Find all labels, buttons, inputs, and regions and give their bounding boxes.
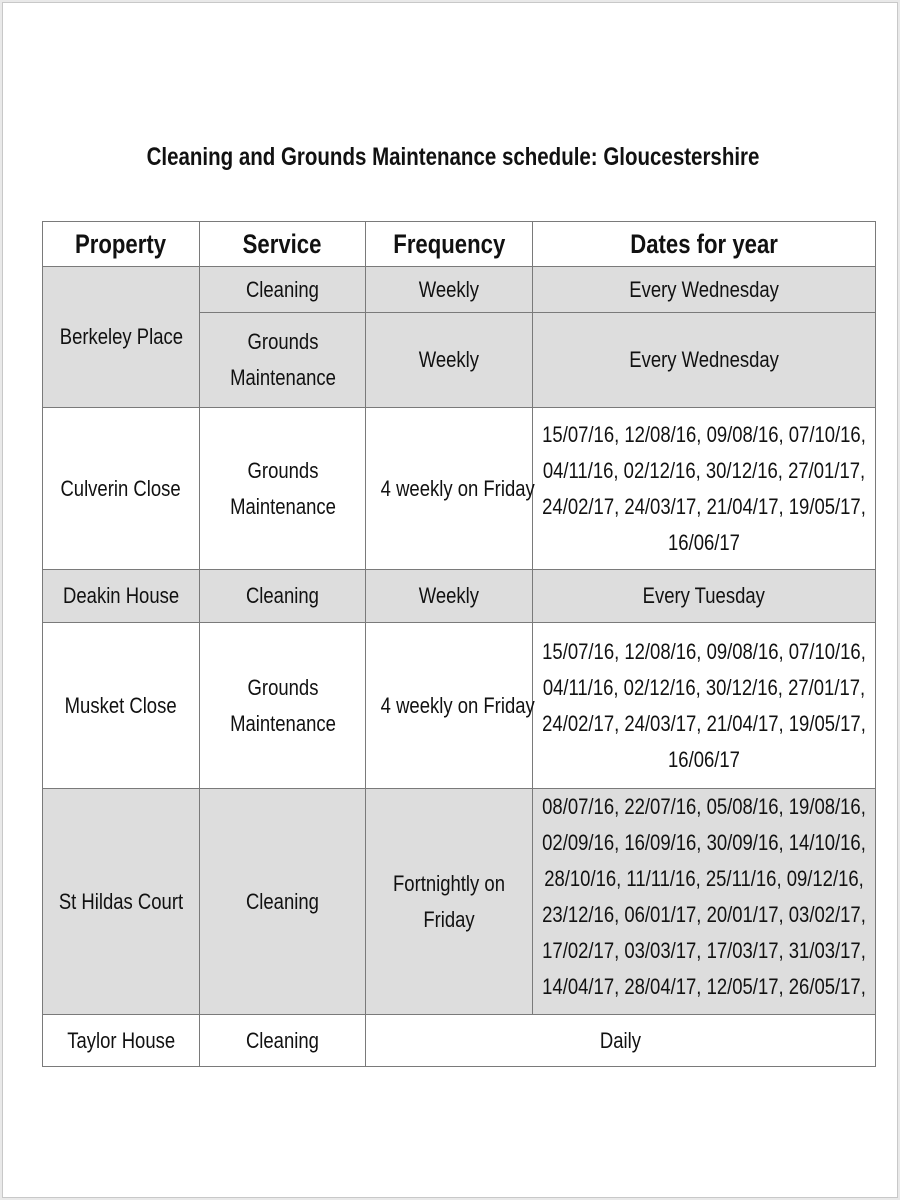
cell-dates: 08/07/16, 22/07/16, 05/08/16, 19/08/16, 02/09/16, 16/09/16, 30/09/16, 14/10/16, 28/10/16, 11/11/16, 25/11/16, 09/12/16, 23/12/16, 06/01/17, 20/01/17, 03/02/17, 17/02/17, 03/03/17, 17/03/17, 31/03/17, 14/04/17, 28/04/17, 12/05/17, 26/05/17, bbox=[533, 789, 876, 1015]
cell-frequency: Weekly bbox=[366, 313, 533, 408]
table-row bbox=[43, 789, 876, 1015]
cell-property: Deakin House bbox=[43, 570, 200, 623]
cell-property: Culverin Close bbox=[43, 408, 200, 570]
cell-frequency: 4 weekly on Friday bbox=[366, 408, 533, 570]
cell-service: Grounds Maintenance bbox=[200, 623, 366, 789]
cell-frequency: Weekly bbox=[366, 570, 533, 623]
cell-dates: 15/07/16, 12/08/16, 09/08/16, 07/10/16, 04/11/16, 02/12/16, 30/12/16, 27/01/17, 24/02/17, 24/03/17, 21/04/17, 19/05/17, 16/06/17 bbox=[533, 408, 876, 570]
cell-dates: Every Wednesday bbox=[533, 267, 876, 313]
cell-frequency: Weekly bbox=[366, 267, 533, 313]
table-row bbox=[43, 1015, 876, 1067]
header-service: Service bbox=[200, 222, 366, 267]
document-page bbox=[2, 2, 898, 1198]
cell-property: Taylor House bbox=[43, 1015, 200, 1067]
cell-frequency: 4 weekly on Friday bbox=[366, 623, 533, 789]
schedule-table bbox=[42, 221, 876, 1067]
cell-dates: 15/07/16, 12/08/16, 09/08/16, 07/10/16, 04/11/16, 02/12/16, 30/12/16, 27/01/17, 24/02/17, 24/03/17, 21/04/17, 19/05/17, 16/06/17 bbox=[533, 623, 876, 789]
header-frequency: Frequency bbox=[366, 222, 533, 267]
header-dates: Dates for year bbox=[533, 222, 876, 267]
cell-property: Berkeley Place bbox=[43, 267, 200, 408]
cell-dates: Every Wednesday bbox=[533, 313, 876, 408]
table-header-row bbox=[43, 222, 876, 267]
cell-service: Cleaning bbox=[200, 789, 366, 1015]
table-row bbox=[43, 408, 876, 570]
cell-service: Cleaning bbox=[200, 570, 366, 623]
table-row bbox=[43, 267, 876, 313]
cell-service: Cleaning bbox=[200, 1015, 366, 1067]
table-row bbox=[43, 570, 876, 623]
cell-property: Musket Close bbox=[43, 623, 200, 789]
header-property: Property bbox=[43, 222, 200, 267]
cell-dates: Every Tuesday bbox=[533, 570, 876, 623]
cell-service: Grounds Maintenance bbox=[200, 408, 366, 570]
cell-service: Cleaning bbox=[200, 267, 366, 313]
cell-property: St Hildas Court bbox=[43, 789, 200, 1015]
cell-service: Grounds Maintenance bbox=[200, 313, 366, 408]
table-row bbox=[43, 623, 876, 789]
cell-frequency: Fortnightly on Friday bbox=[366, 789, 533, 1015]
document-title: Cleaning and Grounds Maintenance schedule: Gloucestershire bbox=[146, 143, 760, 171]
cell-frequency: Daily bbox=[366, 1015, 876, 1067]
